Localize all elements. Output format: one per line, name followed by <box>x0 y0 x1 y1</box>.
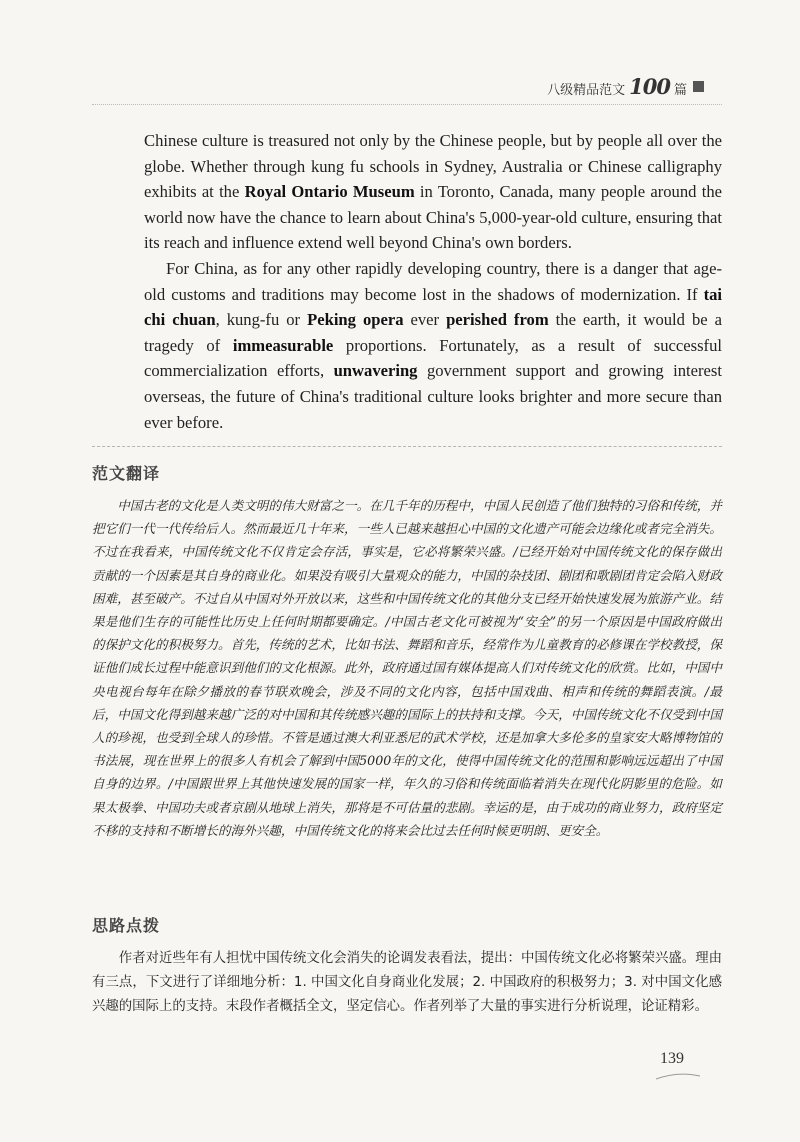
header-suffix: 篇 <box>673 83 687 98</box>
text-run: the earth, it would be a tragedy of <box>144 310 722 355</box>
analysis-title: 思路点拨 <box>92 916 161 935</box>
page-number-swoosh-icon <box>654 1070 702 1082</box>
text-run: For China, as for any other rapidly developing country, there is a danger that age-old customs and traditions may become lost in the shadows of modernization. If <box>144 258 722 304</box>
bold-term: Peking opera <box>307 310 404 330</box>
english-essay <box>144 128 722 435</box>
translation-title: 范文翻译 <box>92 464 161 483</box>
text-run: , kung-fu or <box>215 310 308 330</box>
translation-body <box>92 494 722 842</box>
header-square-icon <box>693 81 704 92</box>
bold-term: unwavering <box>333 361 418 381</box>
text-run: government support and growing interest overseas, the future of China's traditional culture looks brighter and more secure than ever before. <box>144 361 722 432</box>
section-divider <box>92 446 722 447</box>
text-run: Chinese culture is treasured not only by the Chinese people, but by people all over the globe. Whether through kung fu schools in Sydney, Australia or Chinese calligraphy exhibits at the <box>144 131 722 202</box>
bold-term: Royal Ontario Museum <box>244 182 415 202</box>
analysis-paragraph: 作者对近些年有人担忧中国传统文化会消失的论调发表看法，提出：中国传统文化必将繁荣兴盛。理由有三点，下文进行了详细地分析：1. 中国文化自身商业化发展；2. 中国政府的积极努力；3. 对中国文化感兴趣的国际上的支持。末段作者概括全文，坚定信心。作者列举了大量的事实进行分析说理，论证精彩。 <box>92 951 722 1014</box>
header-label: 八级精品范文 <box>547 83 626 98</box>
essay-paragraph-2 <box>144 256 722 435</box>
text-run: in Toronto, Canada, many people around the world now have the chance to learn about China's 5,000-year-old culture, ensuring that its reach and influence extend well beyond China's own borders. <box>144 182 722 253</box>
text-run: proportions. Fortunately, as a result of successful commercialization efforts, <box>144 335 722 381</box>
header-rule <box>92 104 722 105</box>
essay-paragraph-1 <box>144 128 722 256</box>
bold-term: tai chi chuan <box>144 284 722 330</box>
bold-term: immeasurable <box>232 335 334 355</box>
translation-paragraph: 中国古老的文化是人类文明的伟大财富之一。在几千年的历程中，中国人民创造了他们独特的习俗和传统，并把它们一代一代传给后人。然而最近几十年来，一些人已越来越担心中国的文化遗产可能会边缘化或者完全消失。不过在我看来，中国传统文化不仅肯定会存活，事实是，它必将繁荣兴盛。/已经开始对中国传统文化的保存做出贡献的一个因素是其自身的商业化。如果没有吸引大量观众的能力，中国的杂技团、剧团和歌剧团肯定会陷入财政困难，甚至破产。不过自从中国对外开放以来，这些和中国传统文化的其他分支已经开始快速发展为旅游产业。结果是他们生存的可能性比历史上任何时期都要确定。/中国古老文化可被视为“安全”的另一个原因是中国政府做出的保护文化的积极努力。首先，传统的艺术，比如书法、舞蹈和音乐，经常作为儿童教育的必修课在学校教授，保证他们成长过程中能意识到他们的文化根源。此外，政府通过国有媒体提高人们对传统文化的欣赏。比如，中国中央电视台每年在除夕播放的春节联欢晚会，涉及不同的文化内容，包括中国戏曲、相声和传统的舞蹈表演。/最后，中国文化得到越来越广泛的对中国和其传统感兴趣的国际上的扶持和支撑。今天，中国传统文化不仅受到中国人的珍视，也受到全球人的珍惜。不管是通过澳大利亚悉尼的武术学校，还是加拿大多伦多的皇家安大略博物馆的书法展，现在世界上的很多人有机会了解到中国5000年的文化，使得中国传统文化的范围和影响远远超出了中国自身的边界。/中国跟世界上其他快速发展的国家一样，年久的习俗和传统面临着消失在现代化阴影里的危险。如果太极拳、中国功夫或者京剧从地球上消失，那将是不可估量的悲剧。幸运的是，由于成功的商业努力，政府坚定不移的支持和不断增长的海外兴趣，中国传统文化的将来会比过去任何时候更明朗、更安全。 <box>92 498 722 838</box>
bold-term: perished from <box>446 310 549 330</box>
page-number: 139 <box>660 1050 684 1067</box>
text-run: ever <box>403 310 447 330</box>
running-header <box>547 74 704 99</box>
header-number: 100 <box>629 74 670 99</box>
analysis-body <box>92 947 722 1018</box>
